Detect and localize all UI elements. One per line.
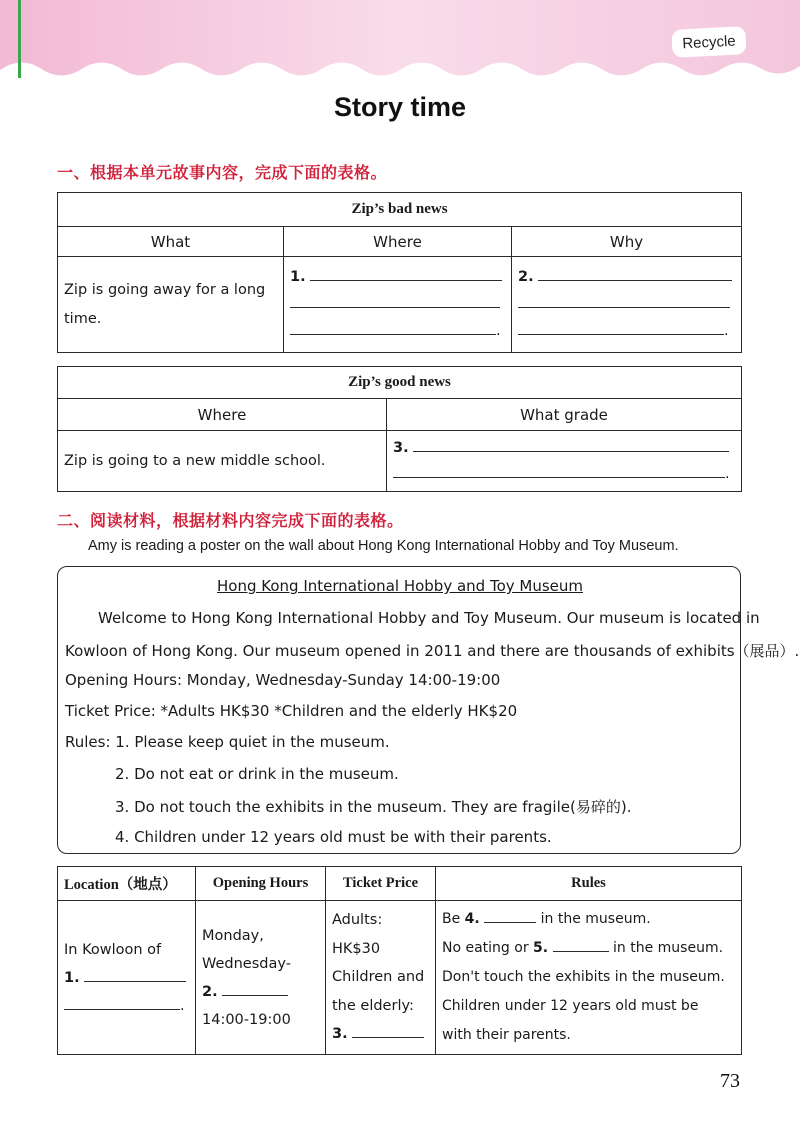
answer-blank-2[interactable] xyxy=(538,265,732,281)
poster-rule-1: Rules: 1. Please keep quiet in the museum. xyxy=(65,733,390,751)
good-news-caption: Zip’s good news xyxy=(58,367,742,399)
what-text: Zip is going away for a long time. xyxy=(64,281,266,327)
answer-blank-2-line2[interactable] xyxy=(518,292,730,308)
rule-c: Don't touch the exhibits in the museum. xyxy=(442,969,725,985)
col-header-rules: Rules xyxy=(436,867,742,901)
price-line1: Adults: xyxy=(332,912,383,929)
hours-cell xyxy=(196,901,326,1055)
why-cell: 2. . xyxy=(512,257,742,353)
hours-line1: Monday, xyxy=(202,927,264,944)
answer-blank-3-line2[interactable] xyxy=(393,462,725,478)
answer-blank-t1-line2[interactable] xyxy=(64,994,180,1010)
poster-paragraph-line1: Welcome to Hong Kong International Hobby and Toy Museum. Our museum is located in xyxy=(98,609,760,627)
answer-blank-t2[interactable] xyxy=(222,980,288,996)
price-line2: HK$30 xyxy=(332,940,381,957)
blank-3-label: 3. xyxy=(393,440,409,456)
section2-heading: 二、阅读材料，根据材料内容完成下面的表格。 xyxy=(57,511,404,530)
poster-rule-3: 3. Do not touch the exhibits in the museum. They are fragile(易碎的). xyxy=(115,798,632,816)
answer-blank-t1[interactable] xyxy=(84,966,186,982)
blank-t3-label: 3. xyxy=(332,1026,348,1043)
good-news-table xyxy=(57,366,742,492)
answer-blank-3[interactable] xyxy=(413,436,729,452)
grade-cell: 3. . xyxy=(387,431,742,492)
price-cell xyxy=(326,901,436,1055)
location-cell: In Kowloon of 1. . xyxy=(58,901,196,1055)
good-where-text: Zip is going to a new middle school. xyxy=(64,453,326,469)
price-line3: Children and xyxy=(332,969,425,986)
unit-tag: Recycle xyxy=(671,26,746,58)
rule-b-pre: No eating or xyxy=(442,940,529,956)
rule-b-post: in the museum. xyxy=(613,940,724,956)
rule-d1: Children under 12 years old must be xyxy=(442,998,699,1014)
what-cell xyxy=(58,257,284,353)
col-header-opening-hours: Opening Hours xyxy=(196,867,326,901)
rule-a-post: in the museum. xyxy=(540,911,651,927)
page-number: 73 xyxy=(720,1070,740,1092)
poster-rule-2: 2. Do not eat or drink in the museum. xyxy=(115,765,399,783)
hours-line2: Wednesday- xyxy=(202,955,291,972)
blank-2-label: 2. xyxy=(518,269,534,285)
col-header-grade: What grade xyxy=(387,399,742,431)
page-title: Story time xyxy=(333,92,467,122)
col-header-good-where: Where xyxy=(58,399,387,431)
bad-news-caption: Zip’s bad news xyxy=(58,193,742,227)
museum-table xyxy=(57,866,742,1055)
poster-ticket-price: Ticket Price: *Adults HK$30 *Children and the elderly HK$20 xyxy=(65,702,518,720)
blank-t5-label: 5. xyxy=(533,940,549,956)
rule-d2: with their parents. xyxy=(442,1027,571,1043)
blank-1-label: 1. xyxy=(290,269,306,285)
price-line4: the elderly: xyxy=(332,997,414,1014)
good-where-cell xyxy=(58,431,387,492)
col-header-where: Where xyxy=(284,227,512,257)
hours-line3: 14:00-19:00 xyxy=(202,1011,291,1028)
blank-t2-label: 2. xyxy=(202,983,218,1000)
bad-news-table xyxy=(57,192,742,353)
answer-blank-1-line2[interactable] xyxy=(290,292,500,308)
answer-blank-1-line3[interactable] xyxy=(290,319,496,335)
col-header-ticket-price: Ticket Price xyxy=(326,867,436,901)
poster-opening-hours: Opening Hours: Monday, Wednesday-Sunday 14:00-19:00 xyxy=(65,671,501,689)
poster-paragraph-line2: Kowloon of Hong Kong. Our museum opened in 2011 and there are thousands of exhibits（展品）. xyxy=(65,642,800,660)
answer-blank-t3[interactable] xyxy=(352,1022,424,1038)
col-header-location: Location（地点） xyxy=(58,867,196,901)
answer-blank-1[interactable] xyxy=(310,265,502,281)
section1-heading: 一、根据本单元故事内容，完成下面的表格。 xyxy=(57,163,388,182)
blank-t4-label: 4. xyxy=(464,911,480,927)
museum-poster xyxy=(57,566,800,854)
intro-text: Amy is reading a poster on the wall about Hong Kong International Hobby and Toy Museum. xyxy=(88,538,679,554)
answer-blank-t4[interactable] xyxy=(484,907,536,923)
blank-t1-label: 1. xyxy=(64,969,80,986)
col-header-why: Why xyxy=(512,227,742,257)
location-line1: In Kowloon of xyxy=(64,941,162,958)
answer-blank-2-line3[interactable] xyxy=(518,319,724,335)
col-header-what: What xyxy=(58,227,284,257)
rules-cell xyxy=(436,901,742,1055)
answer-blank-t5[interactable] xyxy=(553,936,609,952)
rule-a-pre: Be xyxy=(442,911,461,927)
where-cell: 1. . xyxy=(284,257,512,353)
poster-rule-4: 4. Children under 12 years old must be with their parents. xyxy=(115,828,552,846)
poster-title: Hong Kong International Hobby and Toy Museum xyxy=(217,577,583,595)
